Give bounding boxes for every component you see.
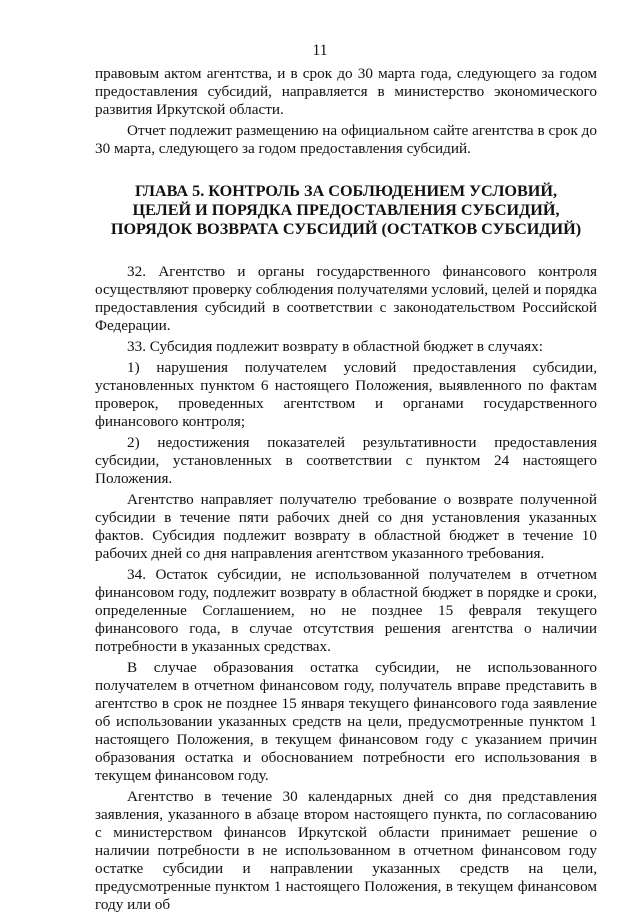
paragraph-remaining-balance: В случае образования остатка субсидии, не использованного получателем в отчетном финансовом году, получатель вправе представить в агентство в срок не позднее 15 января текущего финансового года заявление об использовании указанных средств на цели, предусмотренные пунктом 1 настоящего Положения, в текущем финансовом году с указанием причин образования остатка и обоснованием потребности его использования в текущем финансовом году. — [95, 659, 597, 784]
document-body — [95, 65, 597, 917]
paragraph-item-32: 32. Агентство и органы государственного финансового контроля осуществляют проверку соблюдения получателями условий, целей и порядка предоставления субсидий в соответствии с законодательством Российской Федерации. — [95, 263, 597, 334]
chapter-heading: ГЛАВА 5. КОНТРОЛЬ ЗА СОБЛЮДЕНИЕМ УСЛОВИЙ, ЦЕЛЕЙ И ПОРЯДКА ПРЕДОСТАВЛЕНИЯ СУБСИДИЙ, ПОРЯДОК ВОЗВРАТА СУБСИДИЙ (ОСТАТКОВ СУБСИДИЙ) — [110, 182, 582, 238]
paragraph-report-publication: Отчет подлежит размещению на официальном сайте агентства в срок до 30 марта, следующего за годом предоставления субсидий. — [95, 122, 597, 157]
paragraph-item-33-2: 2) недостижения показателей результативности предоставления субсидии, установленных в соответствии с пунктом 24 настоящего Положения. — [95, 434, 597, 487]
paragraph-return-requirement: Агентство направляет получателю требование о возврате полученной субсидии в течение пяти рабочих дней со дня установления указанных фактов. Субсидия подлежит возврату в областной бюджет в течение 10 рабочих дней со дня направления агентством указанного требования. — [95, 491, 597, 562]
paragraph-item-34: 34. Остаток субсидии, не использованной получателем в отчетном финансовом году, подлежит возврату в областной бюджет в порядке и сроки, определенные Соглашением, но не позднее 15 февраля текущего финансового года, в случае отсутствия решения агентства о наличии потребности в указанных средствах. — [95, 566, 597, 655]
paragraph-item-33-1: 1) нарушения получателем условий предоставления субсидии, установленных пунктом 6 настоящего Положения, выявленного по фактам проверок, проведенных агентством и органами государственного финансового контроля; — [95, 359, 597, 430]
paragraph-agency-decision: Агентство в течение 30 календарных дней со дня представления заявления, указанного в абзаце втором настоящего пункта, по согласованию с министерством финансов Иркутской области принимает решение о наличии потребности в не использованном в отчетном финансовом году остатке субсидии и направлении указанных средств на цели, предусмотренные пунктом 1 настоящего Положения, в текущем финансовом году или об — [95, 788, 597, 913]
paragraph-continuation: правовым актом агентства, и в срок до 30 марта года, следующего за годом предоставления субсидий, направляется в министерство экономического развития Иркутской области. — [95, 65, 597, 118]
page-number: 11 — [312, 42, 328, 59]
paragraph-item-33: 33. Субсидия подлежит возврату в областной бюджет в случаях: — [127, 338, 543, 355]
